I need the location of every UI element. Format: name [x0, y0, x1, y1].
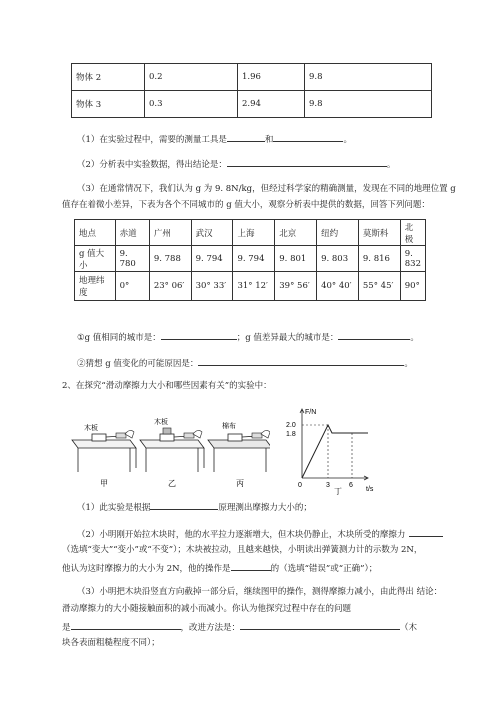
- answer-blank[interactable]: [231, 561, 271, 571]
- table-cell: 39° 56′: [275, 272, 317, 301]
- table-cell: 9. 780: [115, 246, 149, 272]
- label-yi: 乙: [168, 479, 176, 488]
- q1-part1-text: （1）在实验过程中，需要的测量工具是: [77, 135, 227, 145]
- force-time-graph: [280, 404, 380, 496]
- q2-part3-line2: 滑动摩擦力的大小随接触面积的减小而减小。你认为他探究过程中存在的问题: [62, 604, 352, 614]
- force-curve: [302, 425, 368, 478]
- y-axis-label: F/N: [305, 409, 317, 416]
- table-header-cell: 地点: [75, 220, 116, 246]
- table-row: [75, 272, 426, 301]
- q2-part2-line1: [77, 527, 443, 541]
- label-bing: 丙: [236, 479, 244, 488]
- q2-part3-text3a: 是: [62, 623, 71, 633]
- q1-sub2-text: ②猜想 g 值变化的可能原因是：: [77, 359, 199, 369]
- table-cell: 90°: [400, 272, 425, 301]
- q1-sub2: [77, 356, 413, 370]
- q2-part2-line3: [62, 561, 377, 575]
- table-cell: 9.8: [305, 64, 432, 91]
- answer-blank[interactable]: [227, 132, 265, 142]
- q1-part2-end: 。: [386, 160, 396, 170]
- table-cell: 9. 801: [275, 246, 317, 272]
- x-tick-label: 3: [326, 482, 330, 489]
- table-cell: 9. 816: [358, 246, 400, 272]
- label-board1: 木板: [84, 425, 98, 432]
- label-board2: 木板: [154, 419, 168, 426]
- answer-blank[interactable]: [198, 356, 404, 366]
- answer-blank[interactable]: [161, 330, 237, 340]
- q2-part2-end: 的（选填“错误”或“正确”）；: [270, 564, 378, 574]
- table-header-cell: 上海: [233, 220, 275, 246]
- q2-part3-text3c: （木: [400, 623, 418, 633]
- y-tick-label: 1.8: [286, 431, 296, 438]
- table-cell: 9. 832: [400, 246, 425, 272]
- lat-label-line1: 地理纬: [79, 276, 105, 286]
- table-header-cell: 纽约: [317, 220, 359, 246]
- experiment-illustration: [70, 410, 270, 490]
- table-cell: 9. 794: [233, 246, 275, 272]
- q1-part3-line1: （3）在通常情况下，我们认为 g 为 9. 8N/kg，但经过科学家的精确测量，发现在不同的地理位置 g: [77, 184, 456, 194]
- table-cell: 物体 2: [72, 64, 145, 91]
- table-cell: 9.8: [305, 91, 432, 118]
- x-axis-label: t/s: [366, 486, 374, 493]
- table-cell: [75, 272, 116, 301]
- q1-part1-end: 。: [343, 135, 352, 145]
- q2-part2-line2: （选填“变大”“变小”或“不变”）；木块被拉动，且越来越快，小明读出弹簧测力计的示数为 2N，: [62, 545, 423, 555]
- answer-blank[interactable]: [409, 527, 443, 537]
- q2-intro: 2、在探究“滑动摩擦力大小和哪些因素有关”的实验中：: [62, 381, 272, 391]
- setup-yi: [140, 417, 204, 488]
- x-tick-label: 0: [298, 482, 302, 489]
- q2-part3-line4: 块各表面粗糙程度不同）；: [62, 638, 160, 648]
- q2-part3-line3: [62, 620, 417, 634]
- q1-part1: [77, 132, 352, 146]
- table-cell: 物体 3: [72, 91, 145, 118]
- label-cloth: 棉布: [222, 423, 236, 430]
- q1-sub2-end: 。: [404, 359, 413, 369]
- q1-part2-text: （2）分析表中实验数据，得出结论是：: [77, 160, 227, 170]
- table-header-cell: 莫斯科: [358, 220, 400, 246]
- table-cell: 30° 33′: [191, 272, 233, 301]
- table-row: [75, 246, 426, 272]
- table-row: [72, 64, 432, 91]
- setup-bing: [208, 421, 270, 488]
- table-cell: 31° 12′: [233, 272, 275, 301]
- gravity-city-table: [74, 219, 426, 301]
- table-cell: 0.2: [145, 64, 238, 91]
- answer-blank[interactable]: [240, 620, 400, 630]
- table-header-row: [75, 220, 426, 246]
- answer-blank[interactable]: [273, 132, 343, 142]
- table-header-cell: 北极: [400, 220, 425, 246]
- table-header-cell: 赤道: [115, 220, 149, 246]
- table-header-cell: 武汉: [191, 220, 233, 246]
- answer-blank[interactable]: [338, 330, 410, 340]
- table-cell: 0.3: [145, 91, 238, 118]
- answer-blank[interactable]: [71, 620, 181, 630]
- q1-part3-line2: 值存在着微小差异，下表为各个不同城市的 g 值大小，观察分析表中提供的数据，回答下列问题：: [62, 200, 430, 210]
- table-cell: g 值大小: [75, 246, 116, 272]
- q2-part1: [77, 500, 312, 514]
- table-cell: 9. 794: [191, 246, 233, 272]
- mass-weight-table: [71, 63, 432, 118]
- q1-sub1-text: ①g 值相同的城市是：: [77, 333, 161, 343]
- q1-sub1-end: 。: [410, 333, 419, 343]
- table-cell: 9. 803: [317, 246, 359, 272]
- y-tick-label: 2.0: [286, 422, 296, 429]
- table-cell: 2.94: [238, 91, 305, 118]
- table-cell: 1.96: [238, 64, 305, 91]
- setup-jia: [72, 423, 136, 488]
- answer-blank[interactable]: [150, 500, 218, 510]
- answer-blank[interactable]: [227, 157, 387, 167]
- lat-label-line2: 度: [79, 288, 88, 298]
- q2-part1-end: 原理测出摩擦力大小的；: [218, 503, 312, 513]
- x-tick-label: 6: [349, 482, 353, 489]
- q2-part2-text1: （2）小明刚开始拉木块时，他的水平拉力逐渐增大，但木块仍静止，木块所受的摩擦力: [77, 530, 406, 540]
- table-cell: 55° 45′: [358, 272, 400, 301]
- table-cell: 0°: [115, 272, 149, 301]
- table-row: [72, 91, 432, 118]
- table-cell: 23° 06′: [149, 272, 191, 301]
- q1-part1-and: 和: [264, 135, 274, 145]
- table-cell: 9. 788: [149, 246, 191, 272]
- q2-part3-text3b: ，改进方法是：: [180, 623, 241, 633]
- table-header-cell: 北京: [275, 220, 317, 246]
- q2-part3-line1: （3）小明把木块沿竖直方向截掉一部分后，继续图甲的操作，测得摩擦力减小，由此得出 结论：: [77, 587, 443, 597]
- table-header-cell: 广州: [149, 220, 191, 246]
- q1-sub1-mid: ；g 值差异最大的城市是：: [236, 333, 339, 343]
- q1-part2: [77, 157, 395, 171]
- q1-sub1: [77, 330, 419, 344]
- label-jia: 甲: [100, 479, 108, 488]
- q2-part2-text3: 他认为这时摩擦力的大小为 2N，他的操作是: [62, 564, 231, 574]
- q2-part1-text: （1）此实验是根据: [77, 503, 151, 513]
- table-cell: 40° 40′: [317, 272, 359, 301]
- label-ding: 丁: [334, 487, 342, 496]
